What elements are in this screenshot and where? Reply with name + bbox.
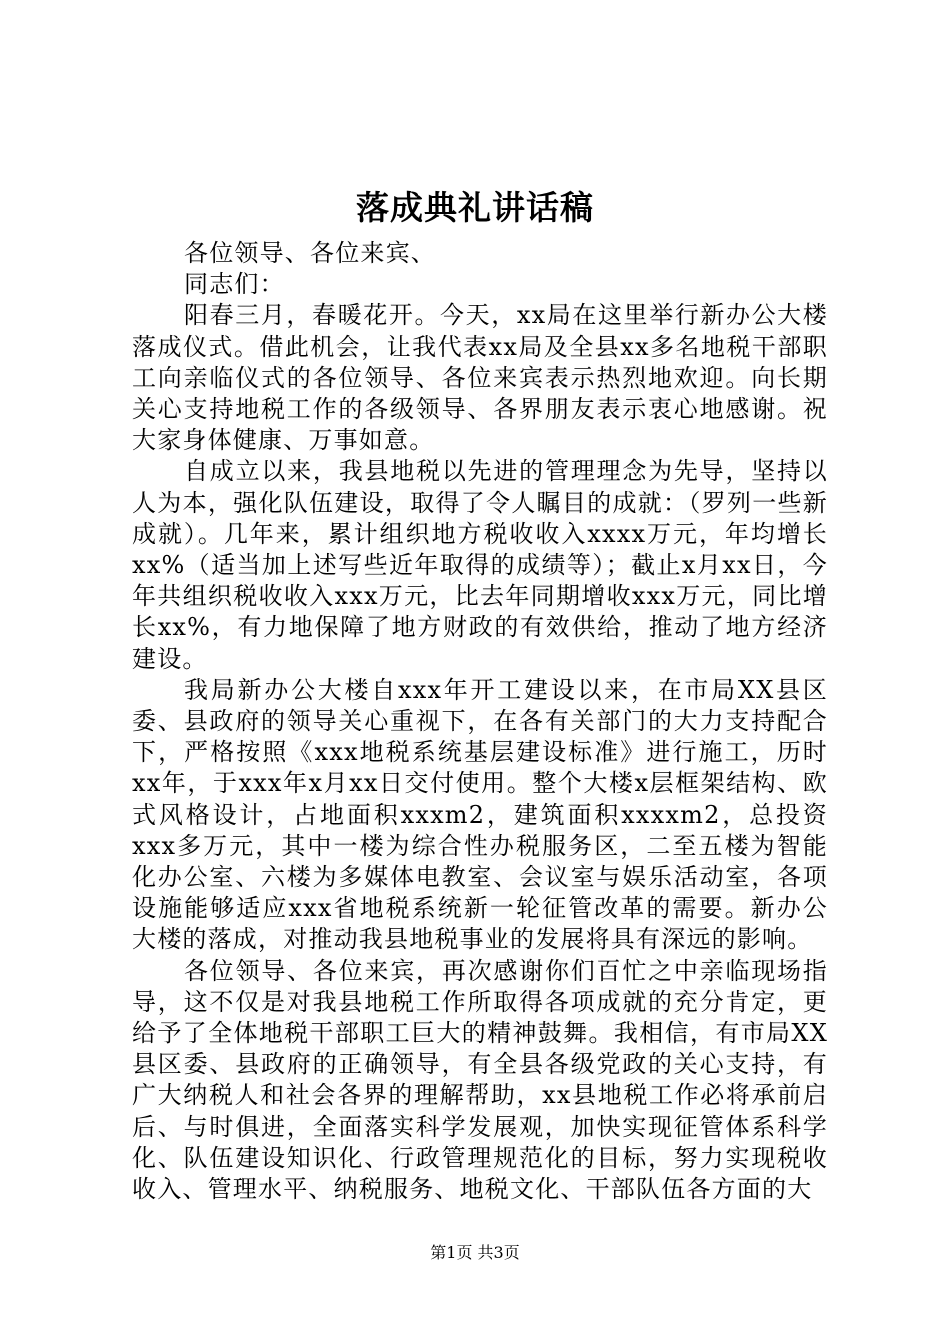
page-title: 落成典礼讲话稿 [356, 188, 594, 227]
salutation-line-1: 各位领导、各位来宾、 [184, 239, 436, 267]
salutation-line-2: 同志们： [184, 270, 285, 299]
paragraph-welcome: 阳春三月，春暖花开。今天，xx局在这里举行新办公大楼落成仪式。借此机会，让我代表xx局及全县xx多名地税干部职工向亲临仪式的各位领导、各位来宾表示热烈地欢迎。向长期关心支持地税工作的各级领导、各界朋友表示衷心地感谢。祝大家身体健康、万事如意。 [132, 301, 828, 455]
document-body [132, 238, 828, 1205]
paragraph-building: 我局新办公大楼自xxx年开工建设以来，在市局XX县区委、县政府的领导关心重视下，在各有关部门的大力支持配合下，严格按照《xxx地税系统基层建设标准》进行施工，历时xx年，于xxx年x月xx日交付使用。整个大楼x层框架结构、欧式风格设计，占地面积xxxm2，建筑面积xxxxm2，总投资xxx多万元，其中一楼为综合性办税服务区，二至五楼为智能化办公室、六楼为多媒体电教室、会议室与娱乐活动室，各项设施能够适应xxx省地税系统新一轮征管改革的需要。新办公大楼的落成，对推动我县地税事业的发展将具有深远的影响。 [132, 675, 828, 954]
paragraph-thanks: 各位领导、各位来宾，再次感谢你们百忙之中亲临现场指导，这不仅是对我县地税工作所取得各项成就的充分肯定，更给予了全体地税干部职工巨大的精神鼓舞。我相信，有市局XX县区委、县政府的正确领导，有全县各级党政的关心支持，有广大纳税人和社会各界的理解帮助，xx县地税工作必将承前启后、与时俱进，全面落实科学发展观，加快实现征管体系科学化、队伍建设知识化、行政管理规范化的目标，努力实现税收收入、管理水平、纳税服务、地税文化、干部队伍各方面的大 [132, 956, 828, 1204]
page-footer: 第1页 共3页 [430, 1243, 520, 1262]
paragraph-achievements: 自成立以来，我县地税以先进的管理理念为先导，坚持以人为本，强化队伍建设，取得了令人瞩目的成就：（罗列一些新成就）。几年来，累计组织地方税收收入xxxx万元，年均增长xx%（适当加上述写些近年取得的成绩等）；截止x月xx日，今年共组织税收收入xxx万元，比去年同期增收xxx万元，同比增长xx%，有力地保障了地方财政的有效供给，推动了地方经济建设。 [132, 457, 828, 673]
